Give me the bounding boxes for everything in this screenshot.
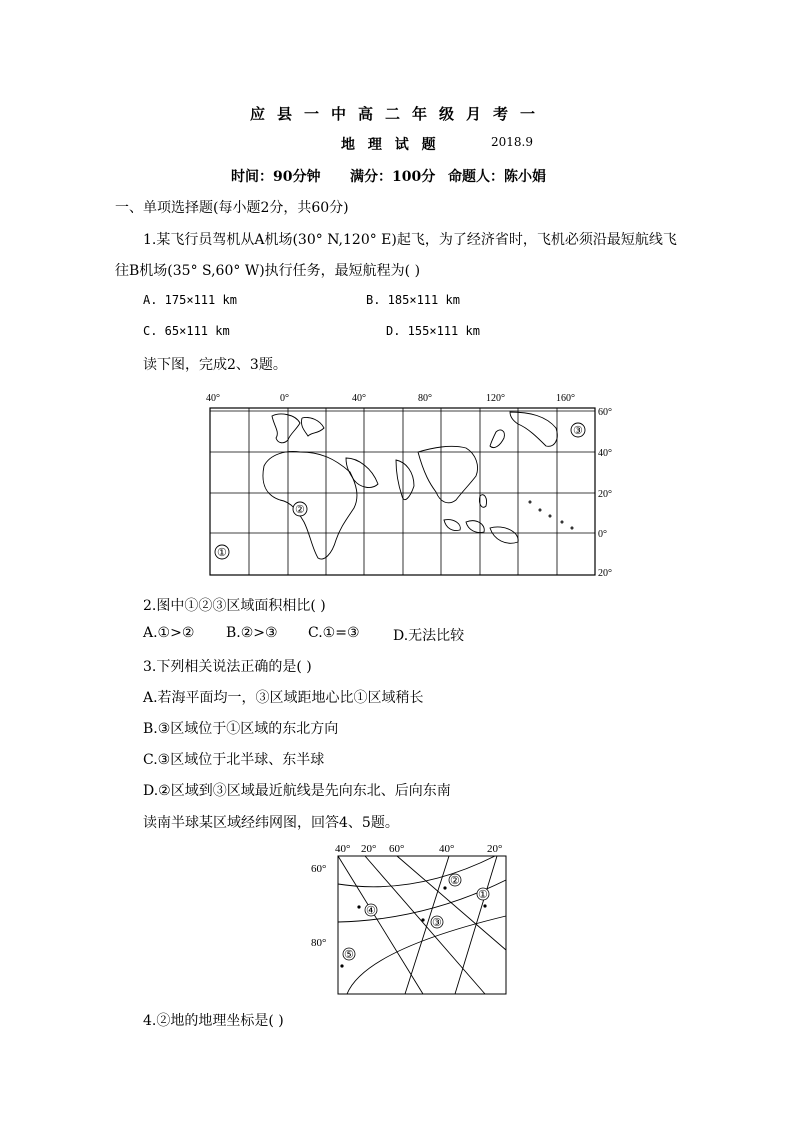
coastline-shapes bbox=[263, 412, 573, 559]
question-1-line1: 1.某飞行员驾机从A机场(30° N,120° E)起飞，为了经济省时，飞机必须沿最短航线飞 bbox=[143, 232, 677, 248]
lon-label: 40° bbox=[352, 393, 366, 404]
q2-option-b: B.②>③ bbox=[226, 625, 278, 641]
subject-title: 地 理 试 题 bbox=[341, 137, 440, 153]
question-2: 2.图中①②③区域面积相比( ) bbox=[143, 598, 326, 614]
lat-label: 60° bbox=[598, 407, 612, 418]
question-3: 3.下列相关说法正确的是( ) bbox=[143, 659, 312, 675]
point-5-label: ⑤ bbox=[344, 949, 354, 961]
polar-grid-svg bbox=[305, 840, 515, 998]
lon-label: 160° bbox=[556, 393, 575, 404]
q2-option-a: A.①>② bbox=[143, 625, 195, 641]
left-label: 60° bbox=[311, 863, 327, 875]
question-1-line2: 往B机场(35° S,60° W)执行任务，最短航程为( ) bbox=[115, 263, 421, 279]
exam-time: 时间：90分钟 bbox=[231, 169, 321, 185]
question-4: 4.②地的地理坐标是( ) bbox=[143, 1013, 284, 1029]
q3-option-d: D.②区域到③区域最近航线是先向东北、后向东南 bbox=[143, 783, 451, 799]
point-1-label: ① bbox=[478, 889, 488, 901]
world-map-svg bbox=[200, 388, 630, 583]
exam-score: 满分：100分 bbox=[350, 169, 436, 185]
intro-q4-5: 读南半球某区域经纬网图，回答4、5题。 bbox=[143, 815, 399, 831]
point-4-label: ④ bbox=[366, 905, 376, 917]
lon-label: 80° bbox=[418, 393, 432, 404]
q3-option-b: B.③区域位于①区域的东北方向 bbox=[143, 721, 339, 737]
q2-option-d: D.无法比较 bbox=[393, 628, 465, 644]
polar-grid-figure bbox=[305, 840, 515, 1002]
top-label: 40° bbox=[439, 843, 455, 855]
lon-label: 40° bbox=[206, 393, 220, 404]
point-2-label: ② bbox=[450, 875, 460, 887]
q2-option-c: C.①=③ bbox=[308, 625, 360, 641]
q1-option-a: A. 175×111 km bbox=[143, 293, 237, 307]
section-heading: 一、单项选择题(每小题2分，共60分) bbox=[115, 200, 349, 216]
exam-date: 2018.9 bbox=[491, 135, 533, 149]
top-label: 20° bbox=[487, 843, 503, 855]
intro-q2-3: 读下图，完成2、3题。 bbox=[143, 357, 287, 373]
lat-label: 40° bbox=[598, 448, 612, 459]
exam-title: 应县一中高二年级月考一 bbox=[250, 105, 548, 123]
q1-option-b: B. 185×111 km bbox=[366, 293, 460, 307]
lat-label: 20° bbox=[598, 568, 612, 579]
region-1-label: ① bbox=[217, 547, 227, 559]
top-label: 20° bbox=[361, 843, 377, 855]
top-label: 40° bbox=[335, 843, 351, 855]
point-3-label: ③ bbox=[432, 917, 442, 929]
q1-option-c: C. 65×111 km bbox=[143, 324, 230, 338]
q3-option-c: C.③区域位于北半球、东半球 bbox=[143, 752, 325, 768]
q1-option-d: D. 155×111 km bbox=[386, 324, 480, 338]
region-2-label: ② bbox=[295, 504, 305, 516]
world-map-figure bbox=[200, 388, 630, 587]
left-label: 80° bbox=[311, 937, 327, 949]
lat-label: 20° bbox=[598, 489, 612, 500]
exam-author: 命题人：陈小娟 bbox=[448, 169, 546, 185]
region-3-label: ③ bbox=[573, 425, 583, 437]
top-label: 60° bbox=[389, 843, 405, 855]
q3-option-a: A.若海平面均一，③区域距地心比①区域稍长 bbox=[143, 690, 424, 706]
lon-label: 0° bbox=[280, 393, 289, 404]
lon-label: 120° bbox=[486, 393, 505, 404]
lat-label: 0° bbox=[598, 529, 607, 540]
